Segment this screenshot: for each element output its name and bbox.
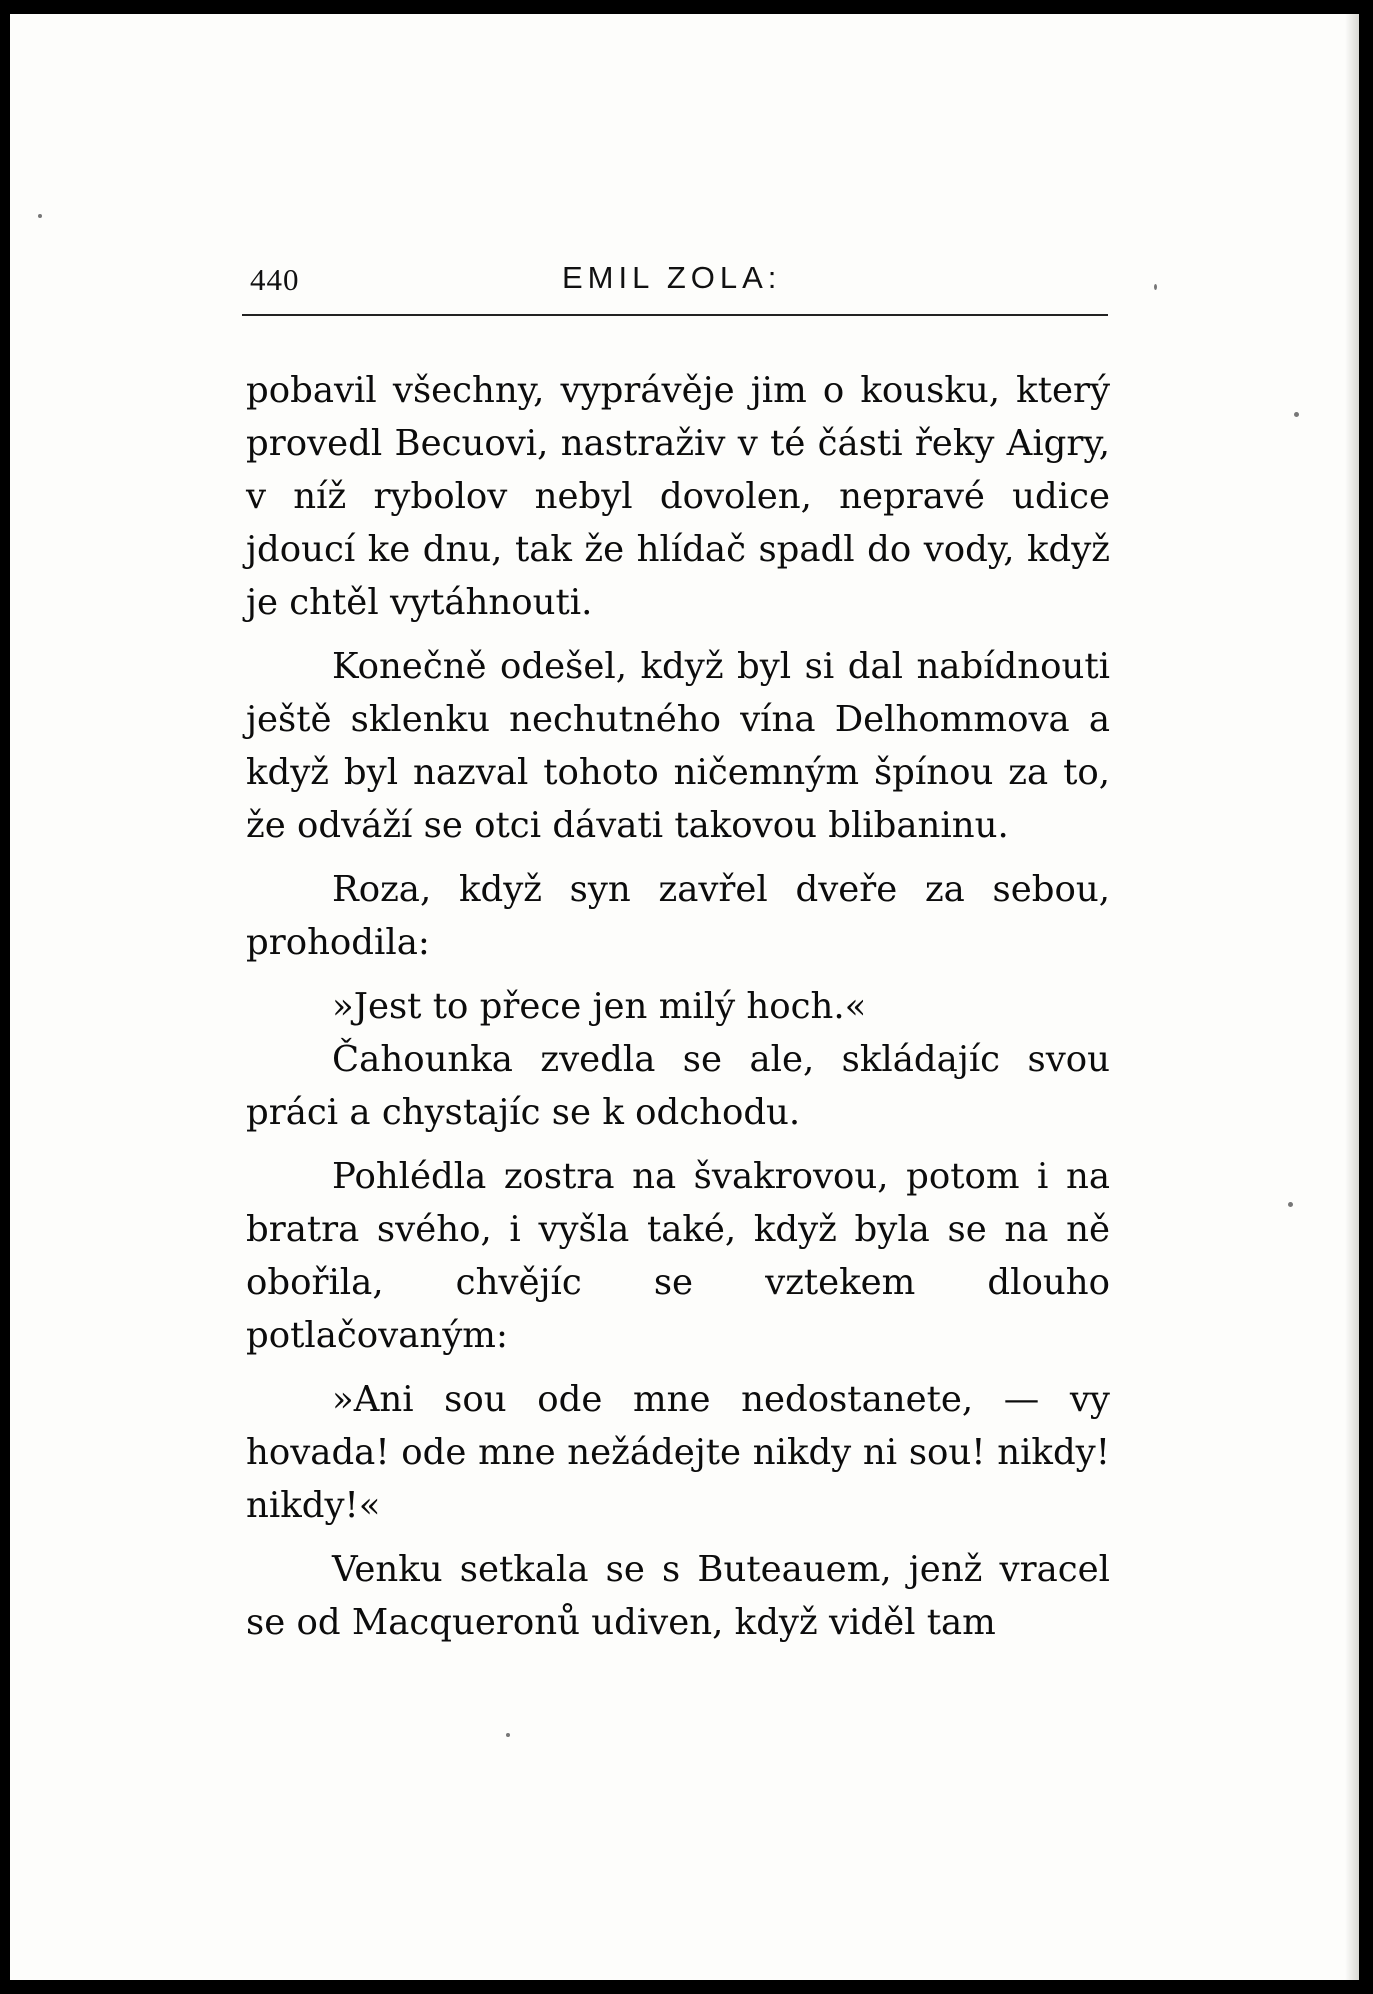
scan-speck <box>506 1733 510 1737</box>
quoted-speech: »Ani sou ode mne nedostanete, — vy hovada! ode mne nežádejte nikdy ni sou! nikdy! nikdy!« <box>246 1379 1110 1526</box>
body-text <box>246 364 1110 1660</box>
paragraph: pobavil všechny, vyprávěje jim o kousku, který provedl Becuovi, nastraživ v té části řeky Aigry, v níž rybolov nebyl dovolen, nepravé udice jdoucí ke dnu, tak že hlídač spadl do vody, když je chtěl vytáhnouti. <box>246 370 1110 623</box>
page-number: 440 <box>250 262 300 297</box>
paragraph: Čahounka zvedla se ale, skládajíc svou práci a chystajíc se k odchodu. <box>246 1039 1110 1133</box>
header-rule <box>242 314 1108 316</box>
page-gutter <box>1345 14 1359 1980</box>
scan-speck <box>1154 284 1157 290</box>
paragraph: Pohlédla zostra na švakrovou, potom i na bratra svého, i vyšla také, když byla se na ně obořila, chvějíc se vztekem dlouho potlačovaným: <box>246 1156 1110 1356</box>
paragraph: Roza, když syn zavřel dveře za sebou, prohodila: <box>246 869 1110 963</box>
scan-speck <box>1288 1202 1293 1207</box>
quoted-speech: »Jest to přece jen milý hoch.« <box>332 986 867 1027</box>
page-header <box>242 258 1108 306</box>
paragraph: Konečně odešel, když byl si dal nabídnouti ještě sklenku nechutného vína Delhommova a když byl nazval tohoto ničemným špínou za to, že odváží se otci dávati takovou blibaninu. <box>246 646 1110 846</box>
scan-speck <box>1294 412 1299 417</box>
running-title: EMIL ZOLA: <box>562 260 782 295</box>
book-page <box>10 14 1359 1980</box>
scan-speck <box>38 214 42 218</box>
paragraph: Venku setkala se s Buteauem, jenž vracel se od Macqueronů udiven, když viděl tam <box>246 1549 1110 1643</box>
